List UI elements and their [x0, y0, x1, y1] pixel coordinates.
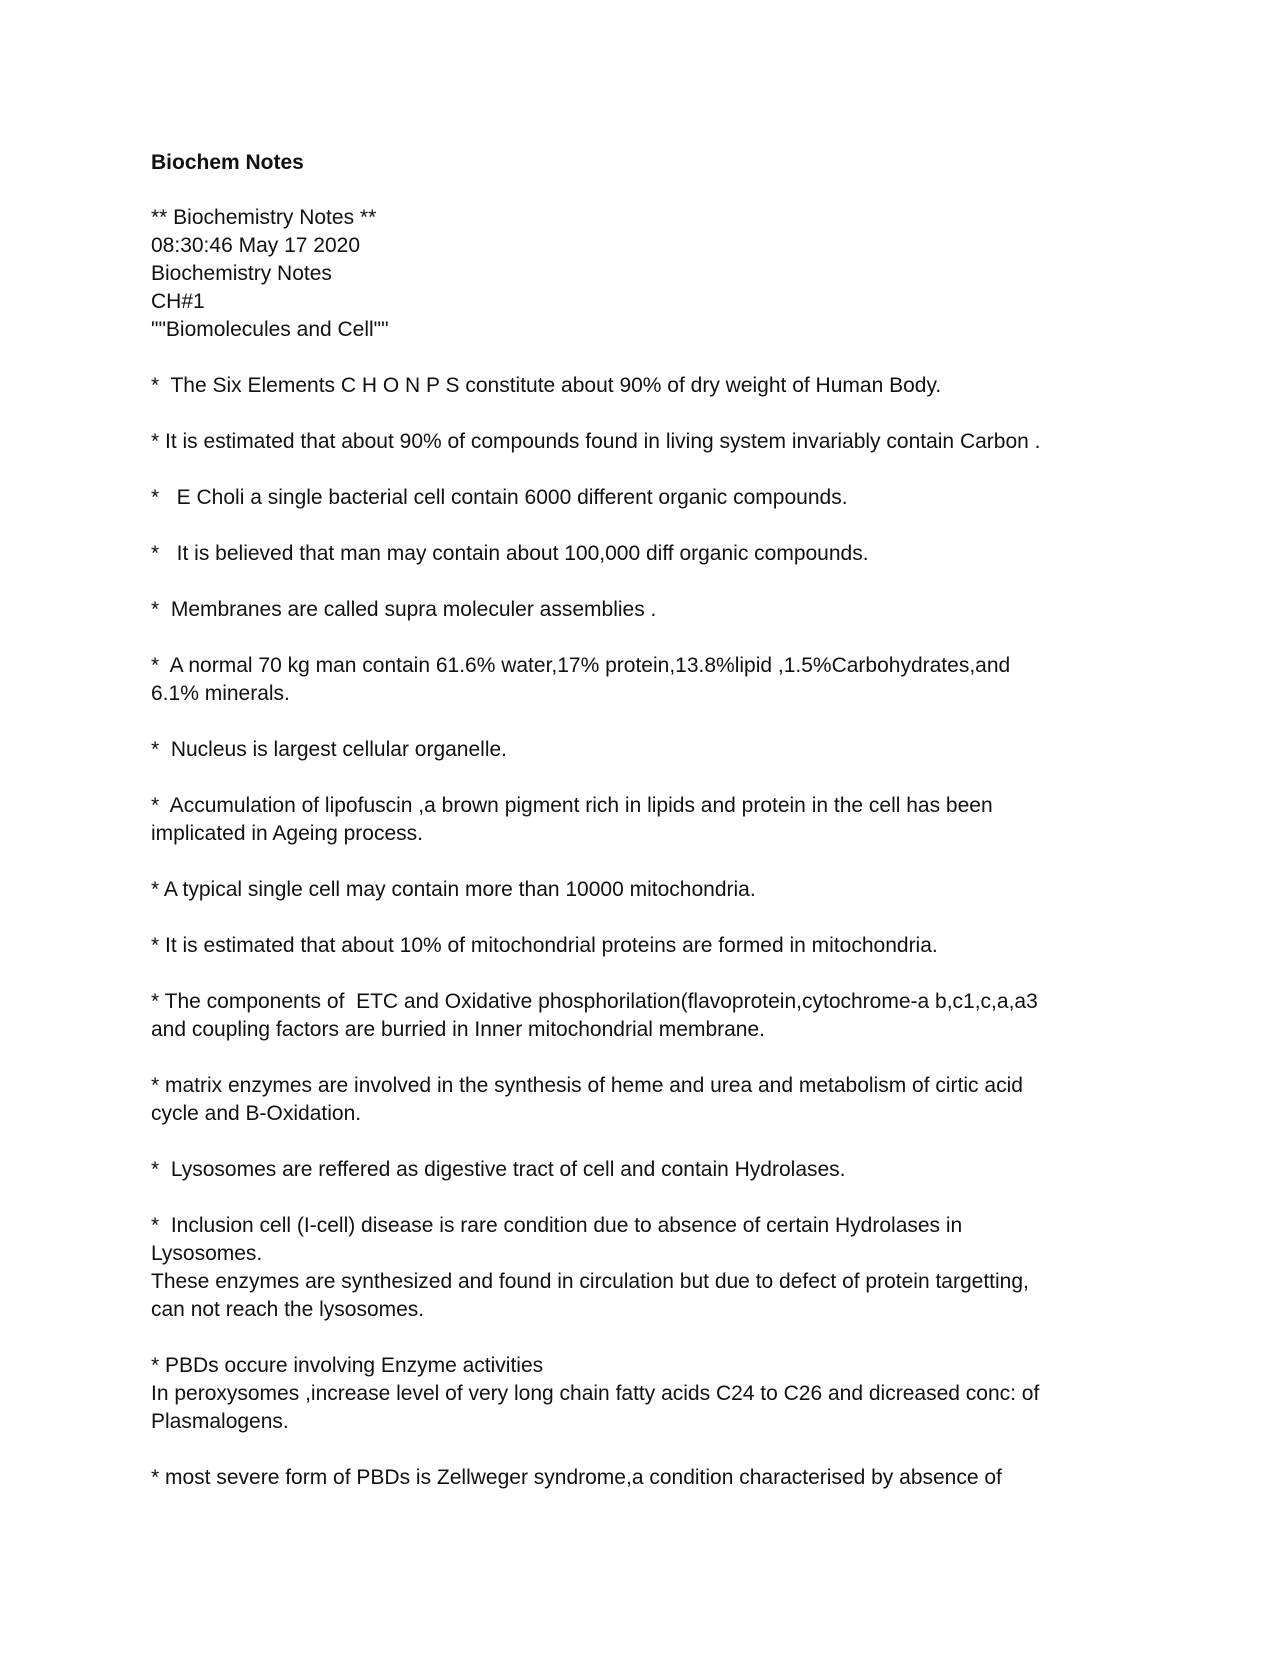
- note-line: * The components of ETC and Oxidative phosphorilation(flavoprotein,cytochrome-a b,c1,c,a,a3: [151, 990, 1038, 1013]
- note-line: * PBDs occure involving Enzyme activities: [151, 1354, 544, 1377]
- document-header: [151, 204, 389, 344]
- note-paragraph: [151, 932, 1151, 960]
- note-line: In peroxysomes ,increase level of very long chain fatty acids C24 to C26 and dicreased conc: of: [151, 1382, 1040, 1405]
- note-line: These enzymes are synthesized and found in circulation but due to defect of protein targetting,: [151, 1270, 1029, 1293]
- note-line: 6.1% minerals.: [151, 682, 290, 705]
- note-line: * A typical single cell may contain more than 10000 mitochondria.: [151, 878, 756, 901]
- note-paragraph: [151, 1212, 1151, 1324]
- header-chapter-title: ""Biomolecules and Cell"": [151, 318, 389, 341]
- note-line: * most severe form of PBDs is Zellweger syndrome,a condition characterised by absence of: [151, 1466, 1002, 1489]
- note-paragraph: [151, 792, 1151, 848]
- header-line: Biochemistry Notes: [151, 262, 332, 285]
- note-line: * Lysosomes are reffered as digestive tract of cell and contain Hydrolases.: [151, 1158, 846, 1181]
- note-paragraph: [151, 736, 1151, 764]
- note-line: * Inclusion cell (I-cell) disease is rare condition due to absence of certain Hydrolases in: [151, 1214, 963, 1237]
- note-line: * The Six Elements C H O N P S constitute about 90% of dry weight of Human Body.: [151, 374, 942, 397]
- note-paragraph: [151, 1156, 1151, 1184]
- note-paragraph: [151, 540, 1151, 568]
- note-paragraph: [151, 876, 1151, 904]
- note-line: * It is believed that man may contain about 100,000 diff organic compounds.: [151, 542, 869, 565]
- note-line: * It is estimated that about 10% of mitochondrial proteins are formed in mitochondria.: [151, 934, 938, 957]
- note-paragraph: [151, 428, 1151, 456]
- note-line: can not reach the lysosomes.: [151, 1298, 425, 1321]
- note-paragraph: [151, 988, 1151, 1044]
- header-timestamp: 08:30:46 May 17 2020: [151, 234, 360, 257]
- note-paragraph: [151, 372, 1151, 400]
- note-line: Plasmalogens.: [151, 1410, 289, 1433]
- note-line: implicated in Ageing process.: [151, 822, 423, 845]
- note-line: * Membranes are called supra moleculer assemblies .: [151, 598, 657, 621]
- note-paragraph: [151, 1072, 1151, 1128]
- note-paragraph: [151, 596, 1151, 624]
- note-line: * matrix enzymes are involved in the synthesis of heme and urea and metabolism of cirtic acid: [151, 1074, 1023, 1097]
- note-line: * Nucleus is largest cellular organelle.: [151, 738, 508, 761]
- header-chapter: CH#1: [151, 290, 205, 313]
- note-line: cycle and B-Oxidation.: [151, 1102, 362, 1125]
- note-paragraph: [151, 484, 1151, 512]
- note-paragraph: [151, 1464, 1151, 1492]
- header-line: ** Biochemistry Notes **: [151, 206, 377, 229]
- note-paragraph: [151, 652, 1151, 708]
- note-line: * E Choli a single bacterial cell contain 6000 different organic compounds.: [151, 486, 848, 509]
- note-line: * A normal 70 kg man contain 61.6% water,17% protein,13.8%lipid ,1.5%Carbohydrates,and: [151, 654, 1011, 677]
- note-line: * It is estimated that about 90% of compounds found in living system invariably contain Carbon .: [151, 430, 1041, 453]
- note-line: Lysosomes.: [151, 1242, 263, 1265]
- note-line: * Accumulation of lipofuscin ,a brown pigment rich in lipids and protein in the cell has been: [151, 794, 993, 817]
- note-paragraph: [151, 1352, 1151, 1436]
- notes-list: [151, 372, 1151, 1520]
- note-line: and coupling factors are burried in Inner mitochondrial membrane.: [151, 1018, 765, 1041]
- document-title: Biochem Notes: [151, 151, 304, 174]
